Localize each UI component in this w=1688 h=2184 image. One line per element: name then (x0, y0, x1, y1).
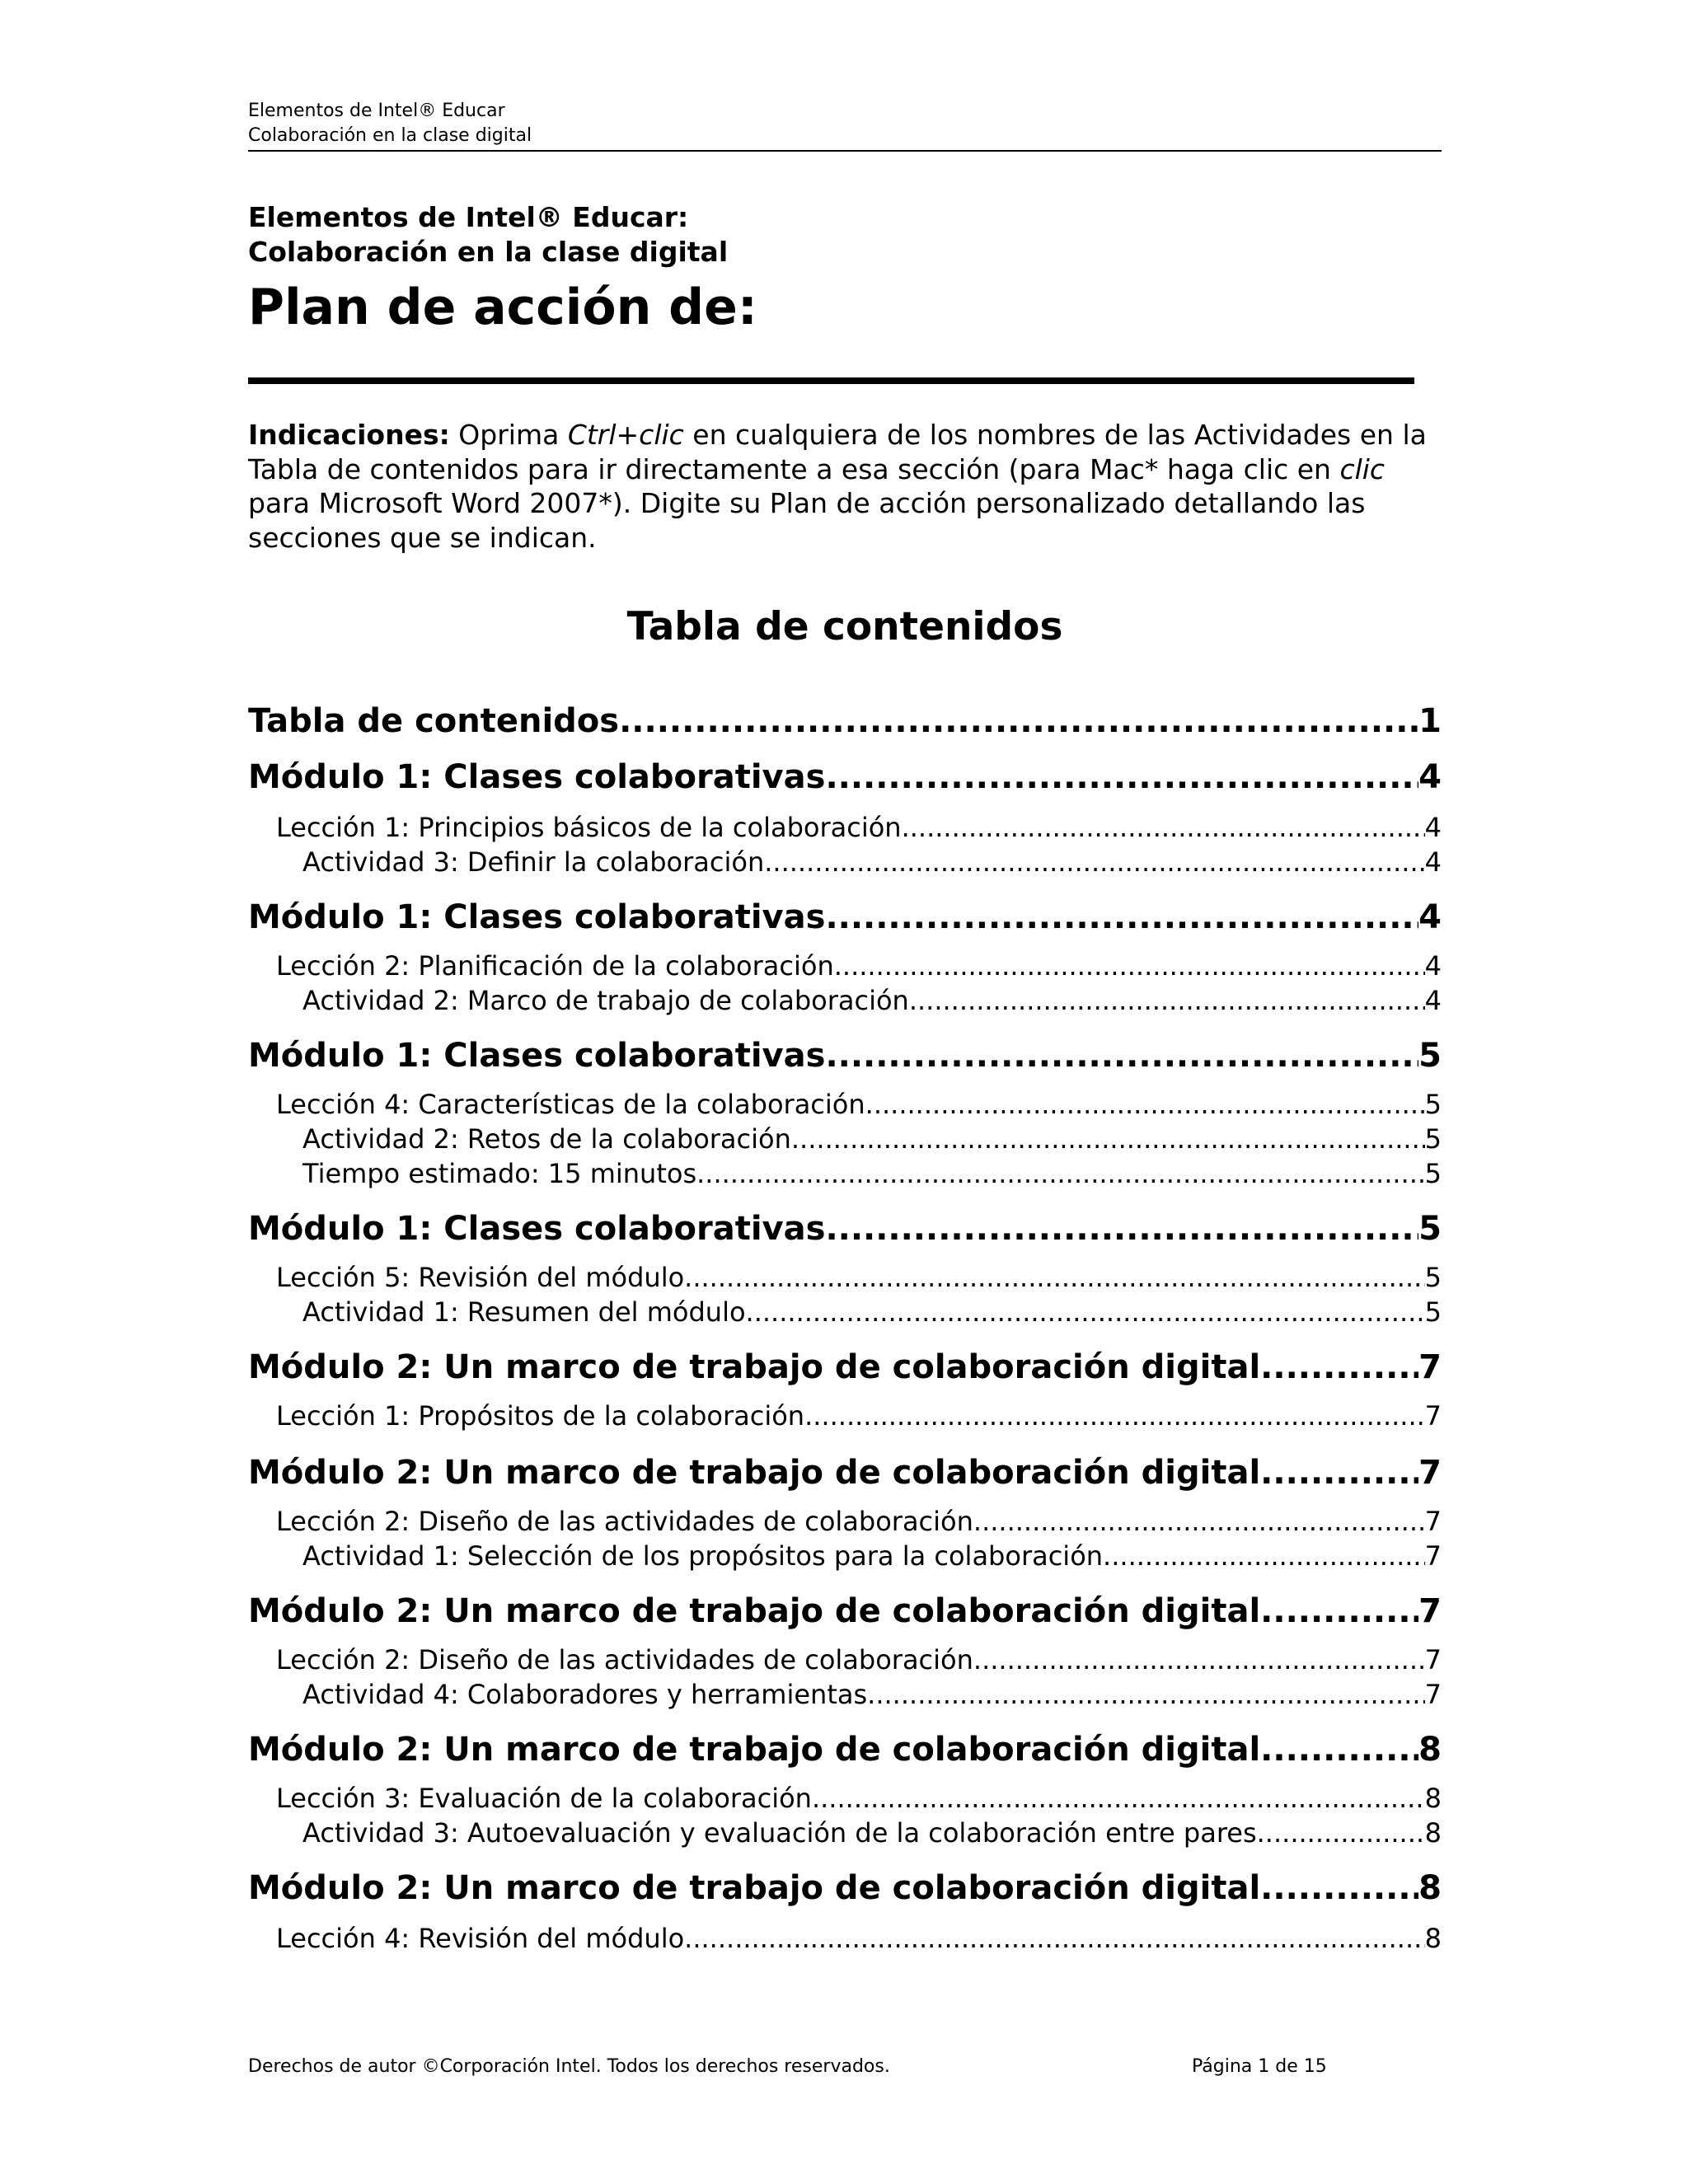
toc-module-link[interactable] (248, 701, 1442, 742)
toc-dot-leader (973, 1505, 1425, 1538)
toc-dot-leader (696, 1157, 1425, 1190)
toc-dot-leader (902, 811, 1425, 844)
toc-lesson-link[interactable] (248, 1088, 1442, 1121)
toc-entry-page: 7 (1418, 1454, 1442, 1492)
toc-entry-page: 8 (1424, 1923, 1442, 1954)
toc-entry-page: 8 (1424, 1817, 1442, 1849)
toc-heading: Tabla de contenidos (626, 604, 1063, 649)
toc-activity-link[interactable] (248, 846, 1442, 879)
toc-dot-leader (812, 1782, 1425, 1815)
toc-entry-title: Módulo 2: Un marco de trabajo de colaboración digital (248, 1731, 1261, 1769)
toc-entry-page: 7 (1424, 1506, 1442, 1537)
toc-lesson-link[interactable] (248, 1261, 1442, 1294)
toc-entry-page: 5 (1424, 1089, 1442, 1120)
toc-module-link[interactable] (248, 1729, 1442, 1770)
toc-entry-title: Lección 1: Principios básicos de la colaboración (276, 812, 902, 843)
toc-module-link[interactable] (248, 1868, 1442, 1909)
toc-entry-page: 8 (1424, 1783, 1442, 1814)
toc-entry-page: 4 (1424, 846, 1442, 878)
instructions-paragraph (248, 418, 1435, 555)
toc-dot-leader (825, 757, 1418, 798)
toc-entry-title: Actividad 3: Autoevaluación y evaluación de la colaboración entre pares (302, 1817, 1257, 1849)
toc-dot-leader (764, 846, 1424, 879)
toc-entry-page: 5 (1424, 1123, 1442, 1155)
toc-entry-title: Módulo 2: Un marco de trabajo de colaboración digital (248, 1454, 1261, 1492)
footer-copyright: Derechos de autor ©Corporación Intel. Todos los derechos reservados. (248, 2056, 890, 2077)
toc-dot-leader (909, 984, 1425, 1017)
toc-module-link[interactable] (248, 1591, 1442, 1632)
toc-entry-title: Tabla de contenidos (248, 702, 620, 740)
toc-dot-leader (825, 897, 1418, 938)
toc-entry-title: Lección 5: Revisión del módulo (276, 1262, 685, 1293)
toc-entry-title: Módulo 2: Un marco de trabajo de colaboración digital (248, 1592, 1261, 1630)
toc-module-link[interactable] (248, 1035, 1442, 1076)
toc-entry-title: Módulo 2: Un marco de trabajo de colaboración digital (248, 1869, 1261, 1907)
toc-dot-leader (865, 1088, 1425, 1121)
toc-lesson-link[interactable] (248, 1399, 1442, 1432)
toc-activity-link[interactable] (248, 1157, 1442, 1190)
toc-dot-leader (791, 1122, 1425, 1155)
toc-activity-link[interactable] (248, 1540, 1442, 1572)
toc-dot-leader (746, 1296, 1425, 1329)
toc-activity-link[interactable] (248, 984, 1442, 1017)
toc-dot-leader (1260, 1868, 1418, 1909)
toc-entry-page: 5 (1424, 1296, 1442, 1328)
toc-activity-link[interactable] (248, 1678, 1442, 1711)
toc-entry-title: Lección 2: Diseño de las actividades de colaboración (276, 1506, 973, 1537)
toc-dot-leader (619, 701, 1418, 742)
toc-dot-leader (825, 1208, 1418, 1249)
toc-module-link[interactable] (248, 897, 1442, 938)
toc-dot-leader (1103, 1540, 1425, 1572)
toc-entry-title: Módulo 1: Clases colaborativas (248, 758, 826, 796)
toc-entry-title: Lección 4: Características de la colaboración (276, 1089, 865, 1120)
toc-entry-page: 5 (1424, 1262, 1442, 1293)
toc-entry-page: 4 (1424, 985, 1442, 1016)
toc-dot-leader (1260, 1452, 1418, 1493)
toc-entry-page: 7 (1418, 1592, 1442, 1630)
toc-entry-title: Actividad 2: Retos de la colaboración (302, 1123, 791, 1155)
toc-entry-title: Tiempo estimado: 15 minutos (302, 1158, 697, 1189)
toc-dot-leader (684, 1922, 1424, 1955)
toc-entry-page: 4 (1424, 950, 1442, 982)
toc-lesson-link[interactable] (248, 1505, 1442, 1538)
running-header-line-2: Colaboración en la clase digital (248, 125, 532, 146)
toc-entry-title: Módulo 1: Clases colaborativas (248, 898, 826, 936)
toc-entry-page: 8 (1418, 1731, 1442, 1769)
toc-dot-leader (684, 1261, 1424, 1294)
toc-activity-link[interactable] (248, 1296, 1442, 1329)
toc-entry-title: Lección 1: Propósitos de la colaboración (276, 1400, 805, 1432)
toc-entry-title: Actividad 2: Marco de trabajo de colaboración (302, 985, 909, 1016)
toc-lesson-link[interactable] (248, 811, 1442, 844)
toc-module-link[interactable] (248, 1452, 1442, 1493)
toc-dot-leader (804, 1399, 1425, 1432)
toc-entry-title: Actividad 4: Colaboradores y herramientas (302, 1679, 868, 1710)
toc-dot-leader (973, 1643, 1425, 1676)
toc-dot-leader (1257, 1816, 1425, 1849)
toc-entry-page: 7 (1424, 1400, 1442, 1432)
toc-entry-page: 4 (1424, 812, 1442, 843)
instructions-shortcut: Ctrl+clic (567, 419, 684, 451)
toc-entry-page: 4 (1418, 898, 1442, 936)
toc-lesson-link[interactable] (248, 949, 1442, 982)
toc-activity-link[interactable] (248, 1122, 1442, 1155)
toc-module-link[interactable] (248, 757, 1442, 798)
toc-entry-page: 8 (1418, 1869, 1442, 1907)
toc-entry-page: 1 (1418, 702, 1442, 740)
toc-entry-title: Actividad 1: Selección de los propósitos para la colaboración (302, 1540, 1104, 1572)
toc-entry-title: Módulo 1: Clases colaborativas (248, 1210, 826, 1248)
instructions-text-2: en cualquiera de los nombres de las Actividades en la Tabla de contenidos para ir directamente a esa sección (para Mac* haga clic en (248, 419, 1427, 485)
toc-entry-page: 5 (1424, 1158, 1442, 1189)
toc-entry-title: Lección 2: Diseño de las actividades de colaboración (276, 1644, 973, 1675)
instructions-text-3: para Microsoft Word 2007*). Digite su Plan de acción personalizado detallando las secciones que se indican. (248, 487, 1366, 554)
toc-entry-page: 7 (1424, 1679, 1442, 1710)
title-underline-rule (248, 377, 1414, 384)
running-header (248, 99, 1442, 152)
toc-entry-page: 5 (1418, 1037, 1442, 1075)
title-subtitle-1: Elementos de Intel® Educar: (248, 201, 689, 233)
title-subtitle-2: Colaboración en la clase digital (248, 236, 729, 268)
toc-entry-title: Módulo 2: Un marco de trabajo de colaboración digital (248, 1348, 1261, 1386)
toc-activity-link[interactable] (248, 1816, 1442, 1849)
instructions-text-1: Oprima (449, 419, 568, 451)
title-block (248, 200, 1442, 340)
toc-entry-title: Actividad 1: Resumen del módulo (302, 1296, 746, 1328)
toc-dot-leader (825, 1035, 1418, 1076)
toc-lesson-link[interactable] (248, 1922, 1442, 1955)
toc-entry-title: Lección 3: Evaluación de la colaboración (276, 1783, 812, 1814)
toc-entry-title: Módulo 1: Clases colaborativas (248, 1037, 826, 1075)
toc-dot-leader (867, 1678, 1424, 1711)
toc-dot-leader (1260, 1729, 1418, 1770)
instructions-label: Indicaciones: (248, 419, 450, 451)
toc-entry-title: Lección 2: Planificación de la colaboración (276, 950, 834, 982)
toc-dot-leader (834, 949, 1425, 982)
toc-lesson-link[interactable] (248, 1782, 1442, 1815)
toc-entry-title: Lección 4: Revisión del módulo (276, 1923, 685, 1954)
toc-entry-title: Actividad 3: Definir la colaboración (302, 846, 765, 878)
page-title: Plan de acción de: (248, 279, 757, 336)
toc-module-link[interactable] (248, 1208, 1442, 1249)
toc-entry-page: 7 (1424, 1644, 1442, 1675)
footer-page-number: Página 1 de 15 (1192, 2056, 1327, 2077)
toc-dot-leader (1260, 1347, 1418, 1388)
toc-entry-page: 4 (1418, 758, 1442, 796)
toc-lesson-link[interactable] (248, 1643, 1442, 1676)
toc-entry-page: 7 (1424, 1540, 1442, 1572)
toc-entry-page: 7 (1418, 1348, 1442, 1386)
toc-entry-page: 5 (1418, 1210, 1442, 1248)
header-rule (248, 150, 1442, 152)
instructions-mac-clic: clic (1339, 452, 1386, 485)
toc-module-link[interactable] (248, 1347, 1442, 1388)
toc-dot-leader (1260, 1591, 1418, 1632)
running-header-line-1: Elementos de Intel® Educar (248, 101, 505, 121)
